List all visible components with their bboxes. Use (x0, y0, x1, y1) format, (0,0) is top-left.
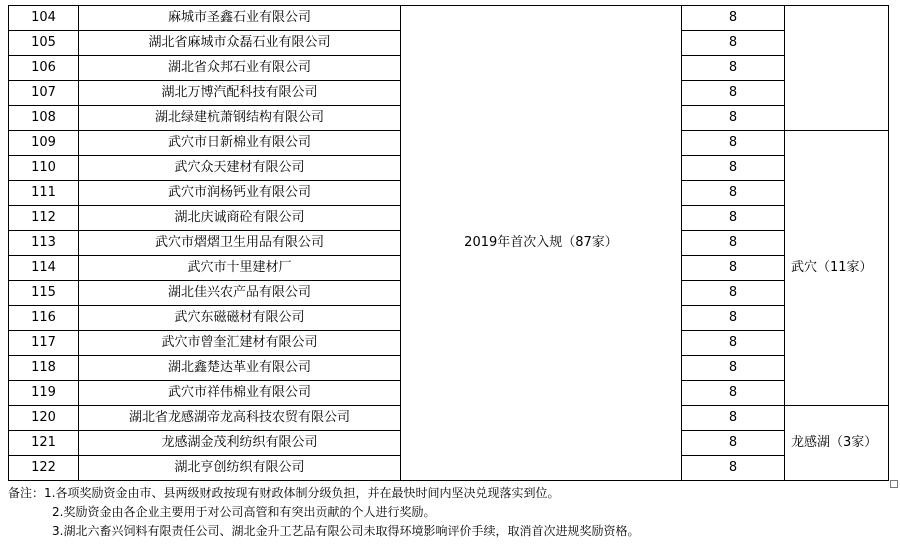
row-number: 107 (9, 81, 79, 106)
award-amount: 8 (682, 406, 785, 431)
award-table-body (9, 6, 889, 481)
remarks (8, 484, 639, 541)
company-name: 武穴市十里建材厂 (79, 256, 401, 281)
company-name: 湖北绿建杭萧钢结构有限公司 (79, 106, 401, 131)
award-amount: 8 (682, 456, 785, 481)
company-name: 湖北亨创纺织有限公司 (79, 456, 401, 481)
company-name: 麻城市圣鑫石业有限公司 (79, 6, 401, 31)
company-name: 湖北万博汽配科技有限公司 (79, 81, 401, 106)
row-number: 112 (9, 206, 79, 231)
company-name: 龙感湖金茂利纺织有限公司 (79, 431, 401, 456)
company-name: 武穴东磁磁材有限公司 (79, 306, 401, 331)
row-number: 114 (9, 256, 79, 281)
award-amount: 8 (682, 56, 785, 81)
award-amount: 8 (682, 231, 785, 256)
row-number: 115 (9, 281, 79, 306)
company-name: 湖北省龙感湖帝龙高科技农贸有限公司 (79, 406, 401, 431)
table-row (9, 6, 889, 31)
award-amount: 8 (682, 381, 785, 406)
region-cell-wuxue: 武穴（11家） (785, 131, 889, 406)
category-cell: 2019年首次入规（87家） (401, 6, 682, 481)
row-number: 116 (9, 306, 79, 331)
row-number: 119 (9, 381, 79, 406)
award-amount: 8 (682, 256, 785, 281)
row-number: 113 (9, 231, 79, 256)
award-amount: 8 (682, 281, 785, 306)
row-number: 118 (9, 356, 79, 381)
company-name: 武穴市润杨钙业有限公司 (79, 181, 401, 206)
remark-line-2: 2.奖励资金由各企业主要用于对公司高管和有突出贡献的个人进行奖励。 (52, 505, 436, 519)
company-name: 武穴市日新棉业有限公司 (79, 131, 401, 156)
row-number: 111 (9, 181, 79, 206)
region-cell-longganhu: 龙感湖（3家） (785, 406, 889, 481)
company-name: 武穴众天建材有限公司 (79, 156, 401, 181)
row-number: 105 (9, 31, 79, 56)
company-name: 湖北省众邦石业有限公司 (79, 56, 401, 81)
row-number: 117 (9, 331, 79, 356)
company-name: 武穴市熠熠卫生用品有限公司 (79, 231, 401, 256)
company-name: 湖北佳兴农产品有限公司 (79, 281, 401, 306)
award-amount: 8 (682, 156, 785, 181)
award-amount: 8 (682, 6, 785, 31)
row-number: 104 (9, 6, 79, 31)
award-table (8, 5, 889, 481)
remark-line-1: 备注：1.各项奖励资金由市、县两级财政按现有财政体制分级负担，并在最快时间内坚决兑现落实到位。 (8, 486, 560, 500)
row-number: 106 (9, 56, 79, 81)
company-name: 湖北庆诚商砼有限公司 (79, 206, 401, 231)
resize-handle[interactable] (890, 480, 898, 488)
award-amount: 8 (682, 31, 785, 56)
award-amount: 8 (682, 81, 785, 106)
award-amount: 8 (682, 356, 785, 381)
row-number: 120 (9, 406, 79, 431)
award-amount: 8 (682, 131, 785, 156)
company-name: 湖北鑫楚达革业有限公司 (79, 356, 401, 381)
award-amount: 8 (682, 306, 785, 331)
row-number: 110 (9, 156, 79, 181)
row-number: 109 (9, 131, 79, 156)
award-amount: 8 (682, 181, 785, 206)
company-name: 湖北省麻城市众磊石业有限公司 (79, 31, 401, 56)
company-name: 武穴市曾奎汇建材有限公司 (79, 331, 401, 356)
company-name: 武穴市祥伟棉业有限公司 (79, 381, 401, 406)
row-number: 122 (9, 456, 79, 481)
row-number: 121 (9, 431, 79, 456)
award-amount: 8 (682, 206, 785, 231)
award-amount: 8 (682, 431, 785, 456)
row-number: 108 (9, 106, 79, 131)
region-cell (785, 6, 889, 131)
award-amount: 8 (682, 331, 785, 356)
remark-line-3: 3.湖北六畜兴饲料有限责任公司、湖北金升工艺品有限公司未取得环境影响评价手续，取消首次进规奖励资格。 (52, 524, 640, 538)
award-amount: 8 (682, 106, 785, 131)
